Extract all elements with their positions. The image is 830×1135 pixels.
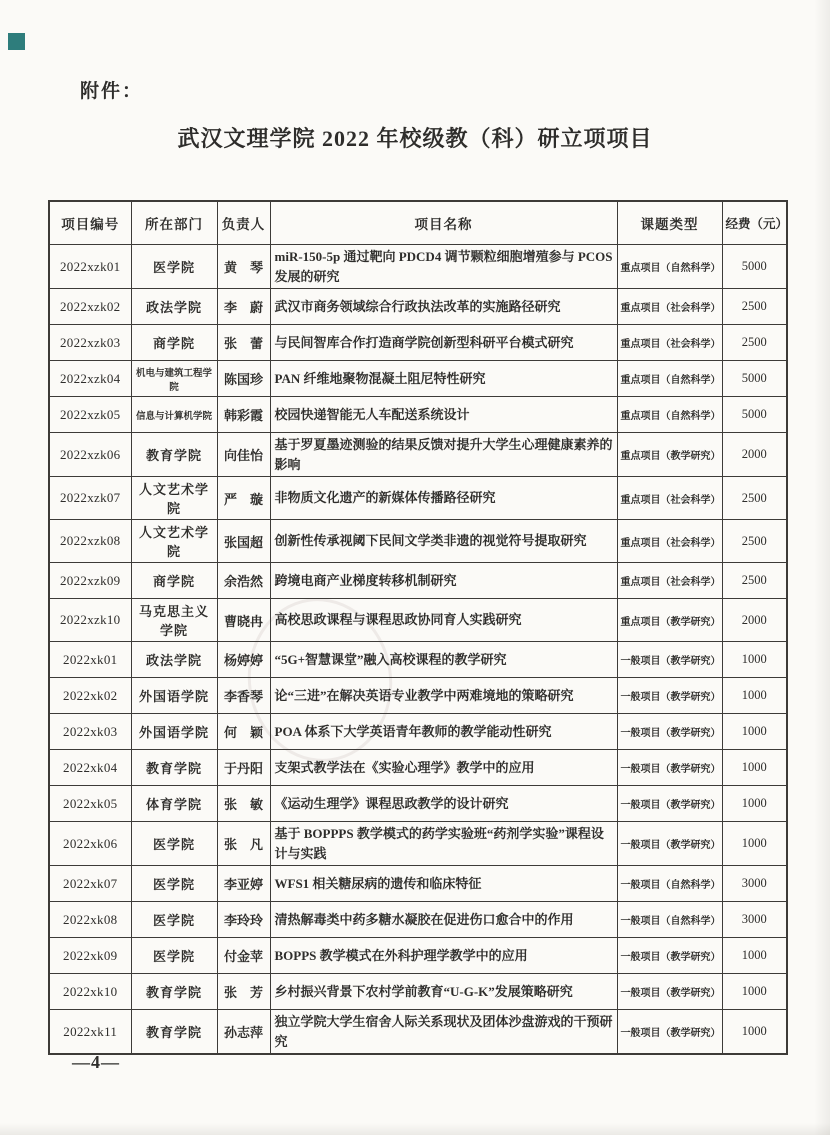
- funding-cell: 1000: [722, 974, 787, 1010]
- table-row: [49, 520, 787, 563]
- column-header: 负责人: [217, 201, 270, 245]
- project-type-cell: 一般项目（教学研究）: [617, 1010, 722, 1055]
- funding-cell: 5000: [722, 245, 787, 289]
- department-cell: 教育学院: [131, 750, 217, 786]
- project-type-cell: 重点项目（社会科学）: [617, 520, 722, 563]
- project-title-cell: 《运动生理学》课程思政教学的设计研究: [270, 786, 617, 822]
- column-header: 项目名称: [270, 201, 617, 245]
- project-id-cell: 2022xk08: [49, 902, 131, 938]
- department-cell: 教育学院: [131, 974, 217, 1010]
- funding-cell: 1000: [722, 822, 787, 866]
- leader-cell: 韩彩霞: [217, 397, 270, 433]
- project-type-cell: 一般项目（教学研究）: [617, 750, 722, 786]
- table-row: [49, 599, 787, 642]
- project-id-cell: 2022xzk01: [49, 245, 131, 289]
- project-type-cell: 一般项目（教学研究）: [617, 786, 722, 822]
- department-cell: 医学院: [131, 822, 217, 866]
- project-title-cell: 独立学院大学生宿舍人际关系现状及团体沙盘游戏的干预研究: [270, 1010, 617, 1055]
- project-type-cell: 一般项目（自然科学）: [617, 902, 722, 938]
- project-id-cell: 2022xzk09: [49, 563, 131, 599]
- project-title-cell: 非物质文化遗产的新媒体传播路径研究: [270, 477, 617, 520]
- project-type-cell: 重点项目（教学研究）: [617, 599, 722, 642]
- funding-cell: 1000: [722, 642, 787, 678]
- table-row: [49, 361, 787, 397]
- column-header: 经费（元）: [722, 201, 787, 245]
- leader-cell: 李玲玲: [217, 902, 270, 938]
- department-cell: 医学院: [131, 938, 217, 974]
- department-cell: 外国语学院: [131, 678, 217, 714]
- project-type-cell: 重点项目（教学研究）: [617, 433, 722, 477]
- leader-cell: 张 芳: [217, 974, 270, 1010]
- project-title-cell: 基于罗夏墨迹测验的结果反馈对提升大学生心理健康素养的影响: [270, 433, 617, 477]
- project-type-cell: 一般项目（教学研究）: [617, 714, 722, 750]
- scan-corner-mark: [8, 33, 25, 50]
- scan-edge-shading-bottom: [0, 1123, 830, 1135]
- project-title-cell: 高校思政课程与课程思政协同育人实践研究: [270, 599, 617, 642]
- column-header: 所在部门: [131, 201, 217, 245]
- funding-cell: 1000: [722, 750, 787, 786]
- project-title-cell: 创新性传承视阈下民间文学类非遗的视觉符号提取研究: [270, 520, 617, 563]
- project-title-cell: BOPPS 教学模式在外科护理学教学中的应用: [270, 938, 617, 974]
- funding-cell: 1000: [722, 1010, 787, 1055]
- project-type-cell: 一般项目（教学研究）: [617, 822, 722, 866]
- funding-cell: 2500: [722, 520, 787, 563]
- table-row: [49, 563, 787, 599]
- attachment-label: 附件：: [80, 81, 144, 102]
- project-id-cell: 2022xzk07: [49, 477, 131, 520]
- table-body: [49, 245, 787, 1055]
- project-type-cell: 重点项目（自然科学）: [617, 361, 722, 397]
- project-title-cell: “5G+智慧课堂”融入高校课程的教学研究: [270, 642, 617, 678]
- department-cell: 信息与计算机学院: [131, 397, 217, 433]
- department-cell: 商学院: [131, 325, 217, 361]
- department-cell: 人文艺术学院: [131, 520, 217, 563]
- project-title-cell: 清热解毒类中药多糖水凝胶在促进伤口愈合中的作用: [270, 902, 617, 938]
- project-title-cell: POA 体系下大学英语青年教师的教学能动性研究: [270, 714, 617, 750]
- funding-cell: 5000: [722, 361, 787, 397]
- project-id-cell: 2022xk06: [49, 822, 131, 866]
- table-row: [49, 866, 787, 902]
- project-id-cell: 2022xzk06: [49, 433, 131, 477]
- leader-cell: 张 蕾: [217, 325, 270, 361]
- leader-cell: 张 敏: [217, 786, 270, 822]
- department-cell: 外国语学院: [131, 714, 217, 750]
- project-title-cell: 跨境电商产业梯度转移机制研究: [270, 563, 617, 599]
- funding-cell: 2000: [722, 599, 787, 642]
- table-row: [49, 822, 787, 866]
- project-id-cell: 2022xk04: [49, 750, 131, 786]
- table-row: [49, 750, 787, 786]
- department-cell: 机电与建筑工程学院: [131, 361, 217, 397]
- leader-cell: 李亚婷: [217, 866, 270, 902]
- leader-cell: 张 凡: [217, 822, 270, 866]
- project-type-cell: 重点项目（自然科学）: [617, 397, 722, 433]
- project-title-cell: 校园快递智能无人车配送系统设计: [270, 397, 617, 433]
- department-cell: 体育学院: [131, 786, 217, 822]
- funding-cell: 1000: [722, 786, 787, 822]
- table-row: [49, 397, 787, 433]
- project-type-cell: 重点项目（社会科学）: [617, 289, 722, 325]
- leader-cell: 向佳怡: [217, 433, 270, 477]
- projects-table: [48, 200, 788, 1055]
- table-row: [49, 289, 787, 325]
- project-id-cell: 2022xzk10: [49, 599, 131, 642]
- project-id-cell: 2022xk03: [49, 714, 131, 750]
- project-id-cell: 2022xzk02: [49, 289, 131, 325]
- department-cell: 医学院: [131, 902, 217, 938]
- project-title-cell: 乡村振兴背景下农村学前教育“U-G-K”发展策略研究: [270, 974, 617, 1010]
- project-type-cell: 一般项目（教学研究）: [617, 678, 722, 714]
- project-title-cell: miR-150-5p 通过靶向 PDCD4 调节颗粒细胞增殖参与 PCOS 发展的研究: [270, 245, 617, 289]
- project-title-cell: 与民间智库合作打造商学院创新型科研平台模式研究: [270, 325, 617, 361]
- project-title-cell: 基于 BOPPPS 教学模式的药学实验班“药剂学实验”课程设计与实践: [270, 822, 617, 866]
- project-type-cell: 重点项目（社会科学）: [617, 477, 722, 520]
- funding-cell: 1000: [722, 938, 787, 974]
- project-type-cell: 一般项目（自然科学）: [617, 866, 722, 902]
- leader-cell: 余浩然: [217, 563, 270, 599]
- funding-cell: 2000: [722, 433, 787, 477]
- funding-cell: 3000: [722, 902, 787, 938]
- project-id-cell: 2022xk01: [49, 642, 131, 678]
- page-number: —4—: [72, 1052, 120, 1072]
- project-id-cell: 2022xk09: [49, 938, 131, 974]
- project-type-cell: 一般项目（教学研究）: [617, 642, 722, 678]
- department-cell: 医学院: [131, 245, 217, 289]
- project-title-cell: WFS1 相关糖尿病的遗传和临床特征: [270, 866, 617, 902]
- funding-cell: 2500: [722, 563, 787, 599]
- project-id-cell: 2022xk02: [49, 678, 131, 714]
- project-type-cell: 一般项目（教学研究）: [617, 938, 722, 974]
- department-cell: 医学院: [131, 866, 217, 902]
- scan-edge-shading-right: [814, 0, 830, 1135]
- project-id-cell: 2022xk07: [49, 866, 131, 902]
- table-row: [49, 714, 787, 750]
- leader-cell: 李 蔚: [217, 289, 270, 325]
- department-cell: 政法学院: [131, 289, 217, 325]
- funding-cell: 5000: [722, 397, 787, 433]
- project-title-cell: 支架式教学法在《实验心理学》教学中的应用: [270, 750, 617, 786]
- funding-cell: 3000: [722, 866, 787, 902]
- table-row: [49, 974, 787, 1010]
- department-cell: 教育学院: [131, 1010, 217, 1055]
- department-cell: 人文艺术学院: [131, 477, 217, 520]
- funding-cell: 1000: [722, 678, 787, 714]
- funding-cell: 1000: [722, 714, 787, 750]
- project-type-cell: 重点项目（社会科学）: [617, 563, 722, 599]
- project-title-cell: 论“三进”在解决英语专业教学中两难境地的策略研究: [270, 678, 617, 714]
- table-row: [49, 245, 787, 289]
- project-type-cell: 重点项目（自然科学）: [617, 245, 722, 289]
- table-row: [49, 433, 787, 477]
- table-row: [49, 1010, 787, 1055]
- project-id-cell: 2022xzk05: [49, 397, 131, 433]
- project-id-cell: 2022xzk04: [49, 361, 131, 397]
- document-title: 武汉文理学院 2022 年校级教（科）研立项项目: [177, 126, 653, 151]
- leader-cell: 孙志萍: [217, 1010, 270, 1055]
- funding-cell: 2500: [722, 289, 787, 325]
- project-id-cell: 2022xk10: [49, 974, 131, 1010]
- leader-cell: 张国超: [217, 520, 270, 563]
- leader-cell: 李香琴: [217, 678, 270, 714]
- project-type-cell: 一般项目（教学研究）: [617, 974, 722, 1010]
- department-cell: 商学院: [131, 563, 217, 599]
- table-row: [49, 642, 787, 678]
- table-row: [49, 786, 787, 822]
- department-cell: 政法学院: [131, 642, 217, 678]
- table-header-row: [49, 201, 787, 245]
- project-id-cell: 2022xzk08: [49, 520, 131, 563]
- leader-cell: 付金苹: [217, 938, 270, 974]
- department-cell: 教育学院: [131, 433, 217, 477]
- project-id-cell: 2022xk11: [49, 1010, 131, 1055]
- project-id-cell: 2022xzk03: [49, 325, 131, 361]
- column-header: 项目编号: [49, 201, 131, 245]
- leader-cell: 黄 琴: [217, 245, 270, 289]
- project-title-cell: PAN 纤维地聚物混凝土阻尼特性研究: [270, 361, 617, 397]
- leader-cell: 曹晓冉: [217, 599, 270, 642]
- leader-cell: 杨婷婷: [217, 642, 270, 678]
- funding-cell: 2500: [722, 477, 787, 520]
- leader-cell: 何 颖: [217, 714, 270, 750]
- department-cell: 马克思主义学院: [131, 599, 217, 642]
- leader-cell: 严 璇: [217, 477, 270, 520]
- table-row: [49, 678, 787, 714]
- table-row: [49, 938, 787, 974]
- project-type-cell: 重点项目（社会科学）: [617, 325, 722, 361]
- funding-cell: 2500: [722, 325, 787, 361]
- project-id-cell: 2022xk05: [49, 786, 131, 822]
- table-row: [49, 477, 787, 520]
- project-title-cell: 武汉市商务领域综合行政执法改革的实施路径研究: [270, 289, 617, 325]
- table-row: [49, 325, 787, 361]
- table-row: [49, 902, 787, 938]
- leader-cell: 陈国珍: [217, 361, 270, 397]
- leader-cell: 于丹阳: [217, 750, 270, 786]
- column-header: 课题类型: [617, 201, 722, 245]
